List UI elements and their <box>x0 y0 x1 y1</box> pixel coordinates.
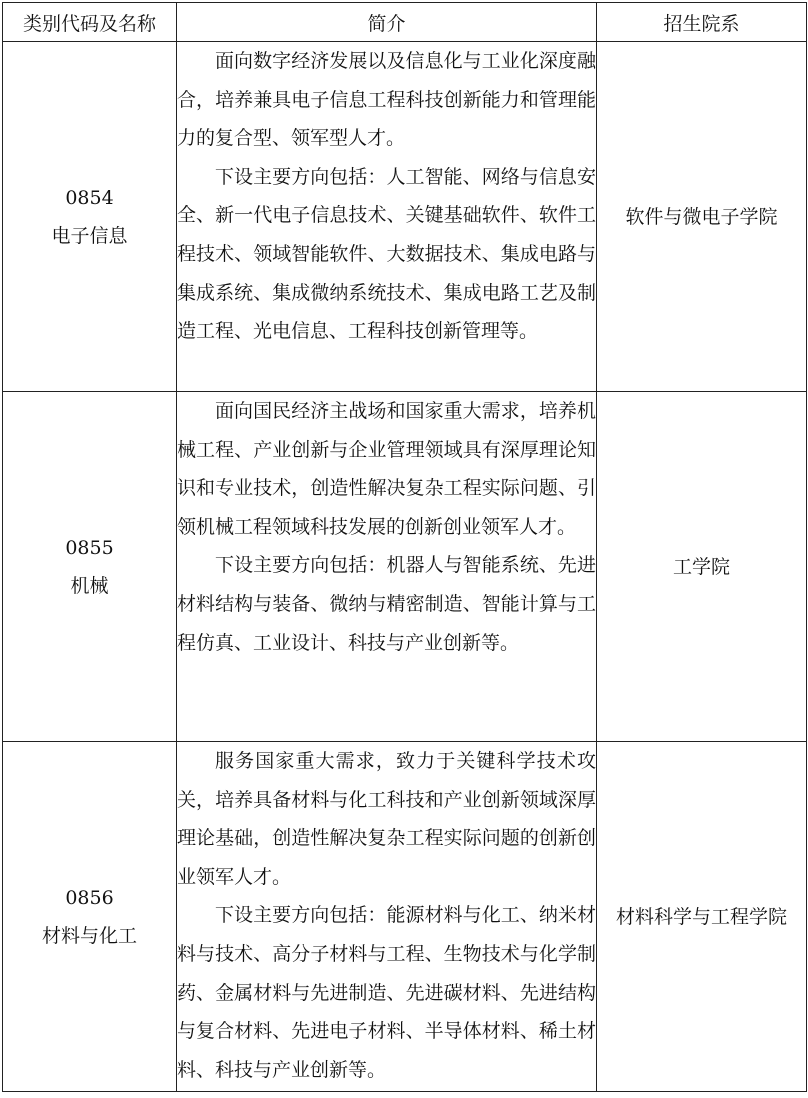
header-school: 招生院系 <box>597 3 807 42</box>
category-code: 0855 <box>65 536 114 559</box>
intro-paragraph: 面向国民经济主战场和国家重大需求，培养机械工程、产业创新与企业管理领域具有深厚理论知识和专业技术，创造性解决复杂工程实际问题、引领机械工程领域科技发展的创新创业领军人才。 <box>177 400 596 538</box>
school-cell: 软件与微电子学院 <box>597 42 807 392</box>
category-cell <box>3 392 177 742</box>
table-row <box>3 392 807 742</box>
intro-paragraph: 服务国家重大需求，致力于关键科学技术攻关，培养具备材料与化工科技和产业创新领域深厚理论基础，创造性解决复杂工程实际问题的创新创业领军人才。 <box>177 750 596 888</box>
header-category: 类别代码及名称 <box>3 3 177 42</box>
header-intro: 简介 <box>177 3 597 42</box>
table-row <box>3 42 807 392</box>
category-cell <box>3 742 177 1092</box>
category-code: 0856 <box>65 886 114 909</box>
directions-paragraph: 下设主要方向包括：人工智能、网络与信息安全、新一代电子信息技术、关键基础软件、软件工程技术、领域智能软件、大数据技术、集成电路与集成系统、集成微纳系统技术、集成电路工艺及制造工程、光电信息、工程科技创新管理等。 <box>177 165 596 343</box>
program-table <box>2 2 807 1092</box>
header-row <box>3 3 807 42</box>
intro-cell <box>177 42 597 392</box>
intro-paragraph: 面向数字经济发展以及信息化与工业化深度融合，培养兼具电子信息工程科技创新能力和管理能力的复合型、领军型人才。 <box>177 50 596 150</box>
directions-paragraph: 下设主要方向包括：能源材料与化工、纳米材料与技术、高分子材料与工程、生物技术与化学制药、金属材料与先进制造、先进碳材料、先进结构与复合材料、先进电子材料、半导体材料、稀土材料、科技与产业创新等。 <box>177 904 596 1081</box>
school-cell: 工学院 <box>597 392 807 742</box>
category-name: 电子信息 <box>51 224 128 247</box>
school-cell: 材料科学与工程学院 <box>597 742 807 1092</box>
category-name: 材料与化工 <box>41 924 137 947</box>
directions-paragraph: 下设主要方向包括：机器人与智能系统、先进材料结构与装备、微纳与精密制造、智能计算与工程仿真、工业设计、科技与产业创新等。 <box>177 554 596 654</box>
intro-cell <box>177 742 597 1092</box>
intro-cell <box>177 392 597 742</box>
category-name: 机械 <box>70 574 109 597</box>
category-code: 0854 <box>65 186 114 209</box>
category-cell <box>3 42 177 392</box>
table-row <box>3 742 807 1092</box>
